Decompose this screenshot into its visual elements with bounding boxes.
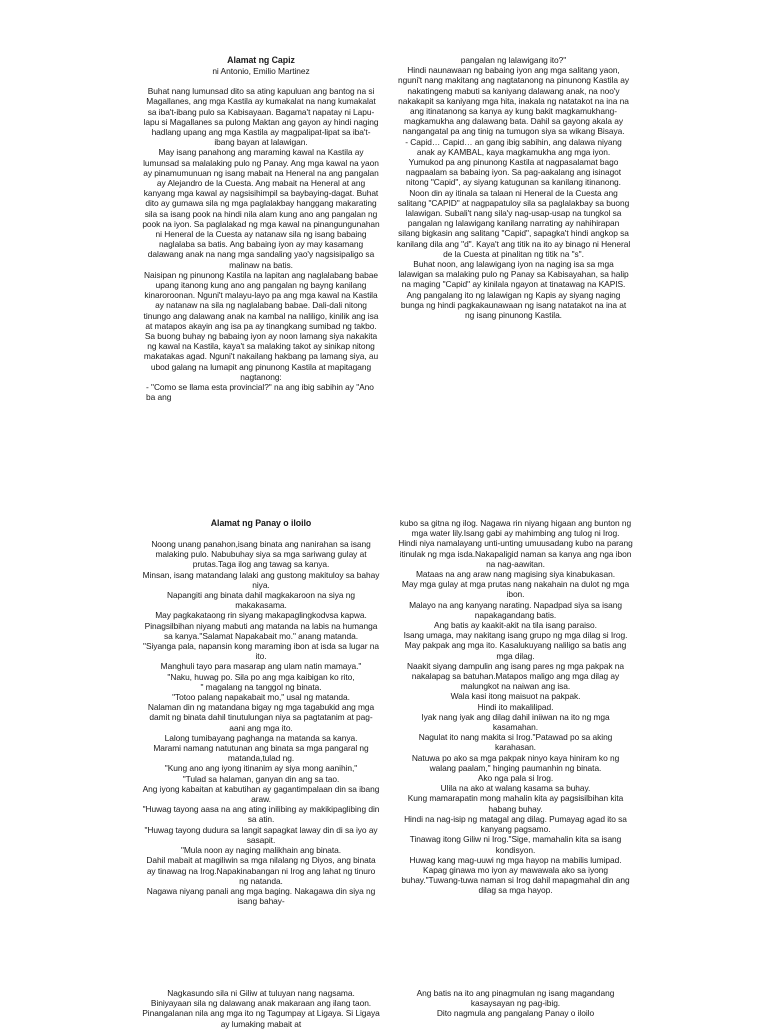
text-line: Marami namang natutunan ang binata sa mga pangaral ng matanda,tulad ng. [153,743,369,764]
paragraph: Hindi naunawaan ng babaing iyon ang mga salitang yaon, nguni't nang makitang ang nagtatanong na pinunong Kastila ay nakatingeng mabuti sa kaniyang dalawang anak, na noo'y nakakapit sa kaniyang mga hita, inakala ng natatakot na ina na ang itinatanong sa kanya ay kung bakit magkamukhang-magkamukha ang dalawang bata. Dahil sa gayong akala ay nangangatal pa ang tinig na tumugon siya sa wikang Bisaya. [398,65,629,137]
text-line: May mga gulay at mga prutas nang nakahain na dulot ng mga ibon. [401,579,630,600]
capiz-left-column [142,55,380,403]
page3-right-lines [398,988,633,1019]
text-line: Nagawa niyang panali ang mga baging. Nakagawa din siya ng isang bahay- [146,885,376,907]
text-line: Wala kasi itong maisuot na pakpak. [450,691,581,702]
text-line: Natuwa po ako sa mga pakpak ninyo kaya hiniram ko ng walang paalam," hinging paumanhin ng binata. [411,752,620,773]
text-line: Nagkasundo sila ni Giliw at tuluyan nang nagsama. [167,988,355,998]
paragraph: May isang panahong ang maraming kawal na Kastila ay lumunsad sa malalaking pulo ng Panay. Ang mga kawal na yaon ay pinamumunuan ng isang mabait na Heneral na ang pangalan ay Alejandro de la Cuesta. Ang mabait na Heneral at ang kanyang mga kawal ay nagsisihimpil sa baybaying-dagat. Buhat dito ay gumawa sila ng mga paglalakbay hanggang makarating sila sa isang pook na hindi nila alam kung ano ang pangalan ng pook na iyon. Sa paglalakad ng mga kawal na pinangungunahan ni Heneral de la Cuesta ay natanaw sila ng isang babaing naglalaba sa batis. Ang babaing iyon ay may kasamang dalawang anak na nang mga sandaling yao'y nagsisipaligo sa malinaw na batis. [142,147,380,270]
text-line: Noong unang panahon,isang binata ang nanirahan sa isang malaking pulo. Nabubuhay siya sa mga sariwang gulay at prutas.Taga ilog ang tawag sa kanya. [151,539,371,570]
spacer [142,529,380,539]
text-line: "Huwag tayong aasa na ang ating inilibing ay makikipaglibing din sa atin. [142,804,380,825]
text-line: Huwag kang mag-uuwi ng mga hayop na mabilis lumipad. [409,854,622,865]
text-line: Tinawag itong Giliw ni Irog."Sige, mamahalin kita sa isang kondisyon. [409,834,622,855]
text-line: Kapag ginawa mo iyon ay mawawala ako sa iyong buhay."Tuwang-tuwa naman si Irog dahil mapagmahal din ang dilag sa mga hayop. [401,864,630,896]
paragraph: - Capid… Capid… an gang ibig sabihin, ang dalawa niyang anak ay KAMBAL, kaya magkamukha ang mga iyon. [405,136,622,157]
text-line: Napangiti ang binata dahil magkakaroon na siya ng makakasama. [167,590,355,611]
text-line: Nagulat ito nang makita si Irog."Patawad po sa aking karahasan. [418,732,613,753]
text-line: "Naku, huwag po. Sila po ang mga kaibigan ko rito, [167,671,355,682]
panay-right-column [398,518,633,896]
text-line: Dahil mabait at magiliwin sa mga nilalang ng Diyos, ang binata ay tinawag na Irog.Napakinabangan ni Irog ang lahat ng tinuro ng natanda. [146,855,376,886]
text-line: Naakit siyang dampulin ang isang pares ng mga pakpak na nakalapag sa batuhan.Matapos maligo ang mga dilag ay malungkot na naiwan ang isa. [406,660,624,692]
text-line: "Huwag tayong dudura sa langit sapagkat laway din di sa iyo ay sasapit. [144,824,378,845]
text-line: Isang umaga, may nakitang isang grupo ng mga dilag si Irog. [403,630,628,641]
text-line: Hindi na nag-isip ng matagal ang dilag. Pumayag agad ito sa kanyang pagsamo. [404,813,627,835]
text-line: Hindi niya namalayang unti-unting umuusadang kubo na parang itinulak ng mga isda.Nakapaligid naman sa kanya ang nga ibon na nag-aawitan. [398,538,633,569]
capiz-title: Alamat ng Capiz [227,55,295,65]
text-line: May pakpak ang mga ito. Kasalukuyang naliligo sa batis ang mga dilag. [404,640,627,661]
text-line: Kung mamarapatin mong mahalin kita ay pagsisilbihan kita habang buhay. [407,793,624,814]
text-line: Ako nga pala si Irog. [477,773,554,784]
paragraph: Yumukod pa ang pinunong Kastila at nagpasalamat bago nagpaalam sa babaing iyon. Sa pag-aakalang ang isinagot nitong "Capid", ay siyang katugunan sa kanilang itinanong. [405,157,622,188]
panay-right-lines [398,518,633,896]
page3-left-column [142,988,380,1029]
paragraph: Buhat nang lumunsad dito sa ating kapuluan ang bantog na si Magallanes, ang mga Kastila ay kumakalat na nang kumakalat sa iba't-ibang pulo sa Kabisayaan. Bagama't napatay ni Lapu-lapu si Magallanes sa pulong Maktan ang gayon ay hindi naging hadlang upang ang mga Kastila ay magpalipat-lipat sa iba't-ibang bayan at lalawigan. [143,86,379,148]
paragraph: Noon din ay itinala sa talaan ni Heneral de la Cuesta ang salitang "CAPID" at nagpapatuloy sila sa paglalakbay sa buong lalawigan. Subali't nang sila'y nag-usap-usap na tungkol sa pangalan ng lalawigang kanilang narrating ay nahihirapan silang bigkasin ang salitang "Capid", sapagka't hindi angkop sa kanilang dila ang "d". Kaya't ang titik na ito ay binago ni Heneral de la Cuesta at pinalitan ng titik na "s". [396,187,631,259]
text-line: "Siyanga pala, napansin kong maraming ibon at isda sa lugar na ito. [143,641,379,662]
text-line: Ulila na ako at walang kasama sa buhay. [440,783,591,794]
paragraph: Naisipan ng pinunong Kastila na lapitan ang naglalabang babae upang itanong kung ano ang pangalan ng bayng kanilang kinaroroonan. Nguni't malayu-layo pa ang mga kawal na Kastila ay natanaw na sila ng naglalabang babae. Dali-dali nitong tinungo ang dalawang anak na kambal na naliligo, kinilik ang isa at matapos akayin ang isa pa ay tinangkang sumibad ng takbo. Sa buong buhay ng babaing iyon ay noon lamang siya nakakita ng kawal na Kastila, kaya't sa malaking takot ay sinikap nitong makatakas agad. Nguni't nakailang hakbang pa lamang siya, au ubod galang na lumapit ang pinunong Kastila at mapitagang nagtanong: [143,269,379,382]
text-line: Nalaman din ng matandana bigay ng mga tagabukid ang mga damit ng binata dahil tinutulungan niya sa pagtatanim at pag-aani ang mga ito. [147,702,375,733]
text-line: "Kung ano ang iyong itinanim ay siya mong aanihin," [164,763,358,774]
paragraph: - "Como se llama esta provincial?" na ang ibig sabihin ay "Ano ba ang [146,382,374,403]
spacer [142,76,380,86]
capiz-right-column [396,55,631,320]
panay-left-column [142,518,380,906]
page3-right-column [398,988,633,1019]
text-line: "Tulad sa halaman, ganyan din ang sa tao. [182,773,340,784]
text-line: May pagkakataong rin siyang makapaglingkodvsa kapwa. Pinagsilbihan niyang mabuti ang matanda na labis na humanga sa kanya."Salamat Napakabait mo." anang matanda. [144,610,378,641]
text-line: Ang batis ay kaakit-akit na tila isang paraiso. [434,620,597,631]
text-line: Biniyayaan sila ng dalawang anak makaraan ang ilang taon. Pinangalanan nila ang mga ito ng Tagumpay at Ligaya. Si Ligaya ay lumaking mabait at [142,998,380,1029]
panay-left-lines [142,539,380,906]
text-line: Minsan, isang matandang lalaki ang gustong makituloy sa bahay niya. [142,569,380,590]
text-line: Mataas na ang araw nang magising siya kinabukasan. [415,569,616,580]
text-line: "Mula noon ay naging malikhain ang binata. [180,845,342,856]
paragraph: Buhat noon, ang lalawigang iyon na naging isa sa mga lalawigan sa malaking pulo ng Panay sa Kabisayahan, sa halip na maging "Capid" ay kinilala ngayon at tinatawag na KAPIS. Ang pangalang ito ng lalawigan ng Kapis ay siyang naging bunga ng hindi pagkakaunawaan ng isang natatakot na ina at ng isang pinunong Kastila. [398,259,629,321]
page3-left-lines [142,988,380,1029]
text-line: Manghuli tayo para masarap ang ulam natin mamaya." [160,661,362,672]
text-line: "Totoo palang napakabait mo," usal ng matanda. [172,692,350,703]
text-line: Malayo na ang kanyang narating. Napadpad siya sa isang napakagandang batis. [409,599,622,620]
text-line: Ang batis na ito ang pinagmulan ng isang magandang kasaysayan ng pag-ibig. [416,988,615,1009]
capiz-author: ni Antonio, Emilio Martinez [212,66,310,76]
text-line: Lalong tumibayang paghanga na matanda sa kanya. [164,732,358,743]
text-line: Hindi ito makalilipad. [477,701,554,712]
text-line: Dito nagmula ang pangalang Panay o iloilo [436,1008,595,1019]
paragraph: pangalan ng lalawigang ito?" [460,55,567,65]
panay-title: Alamat ng Panay o iloilo [210,518,312,528]
text-line: " magalang na tanggol ng binata. [200,681,322,692]
text-line: Iyak nang iyak ang dilag dahil iniiwan na ito ng mga kasamahan. [421,711,610,733]
text-line: kubo sa gitna ng ilog. Nagawa rin niyang higaan ang bunton ng mga water lily.Isang gabi ay mahimbing ang tulog ni Irog. [399,518,632,539]
text-line: Ang iyong kabaitan at kabutihan ay gagantimpalaan din sa ibang araw. [142,783,380,805]
